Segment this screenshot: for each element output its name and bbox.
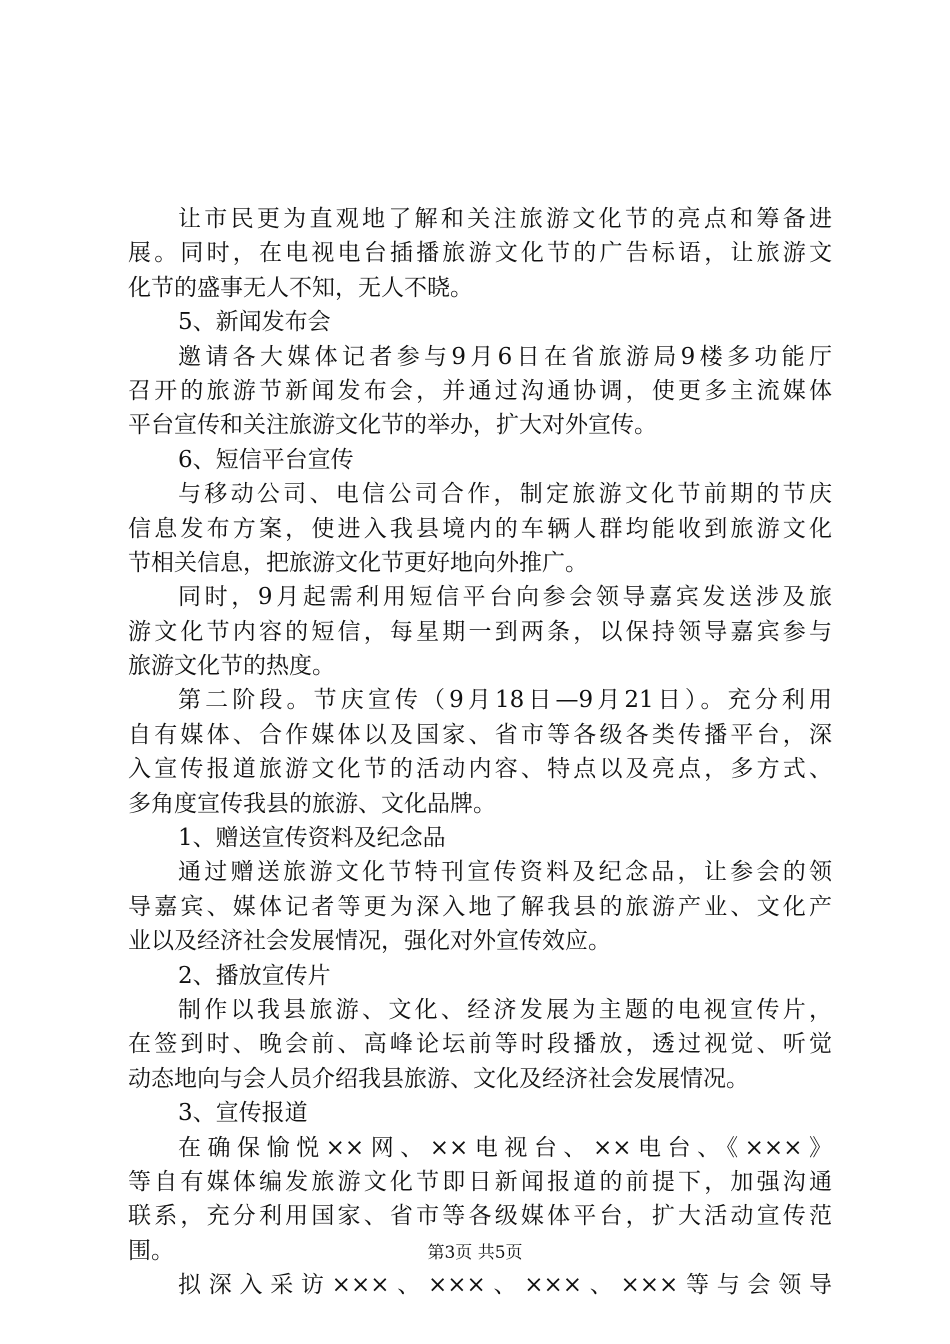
paragraph-line: 平台宣传和关注旅游文化节的举办，扩大对外宣传。 — [128, 412, 657, 439]
paragraph-line: 与移动公司、电信公司合作，制定旅游文化节前期的节庆 — [178, 481, 832, 508]
paragraph-line: 第二阶段。节庆宣传（9月18日—9月21日）。充分利用 — [178, 687, 832, 714]
paragraph-line: 通过赠送旅游文化节特刊宣传资料及纪念品，让参会的领 — [178, 859, 832, 886]
paragraph-line: 自有媒体、合作媒体以及国家、省市等各级各类传播平台，深 — [128, 721, 832, 748]
paragraph-line: 让市民更为直观地了解和关注旅游文化节的亮点和筹备进 — [178, 206, 832, 232]
paragraph-line: 信息发布方案，使进入我县境内的车辆人群均能收到旅游文化 — [128, 515, 832, 542]
section-heading: 3、宣传报道 — [178, 1100, 308, 1127]
section-heading: 1、赠送宣传资料及纪念品 — [178, 825, 446, 852]
paragraph-line: 业以及经济社会发展情况，强化对外宣传效应。 — [128, 928, 611, 955]
document-body — [128, 202, 832, 1303]
paragraph-line: 导嘉宾、媒体记者等更为深入地了解我县的旅游产业、文化产 — [128, 893, 832, 920]
paragraph-line: 联系，充分利用国家、省市等各级媒体平台，扩大活动宣传范 — [128, 1203, 832, 1230]
paragraph-line: 制作以我县旅游、文化、经济发展为主题的电视宣传片， — [178, 996, 832, 1023]
paragraph-line: 在确保愉悦××网、××电视台、××电台、《×××》 — [178, 1134, 832, 1161]
paragraph-line: 等自有媒体编发旅游文化节即日新闻报道的前提下，加强沟通 — [128, 1168, 832, 1195]
paragraph-line: 游文化节内容的短信，每星期一到两条，以保持领导嘉宾参与 — [128, 618, 832, 645]
page-footer: 第3页 共5页 — [427, 1243, 523, 1263]
paragraph-line: 节相关信息，把旅游文化节更好地向外推广。 — [128, 549, 588, 576]
paragraph-line: 旅游文化节的热度。 — [128, 653, 335, 680]
paragraph-line: 召开的旅游节新闻发布会，并通过沟通协调，使更多主流媒体 — [128, 377, 832, 404]
paragraph-line: 化节的盛事无人不知，无人不晓。 — [128, 274, 473, 301]
section-heading: 2、播放宣传片 — [178, 962, 331, 989]
paragraph-line: 同时，9月起需利用短信平台向参会领导嘉宾发送涉及旅 — [178, 584, 832, 611]
paragraph-line: 多角度宣传我县的旅游、文化品牌。 — [128, 790, 496, 817]
paragraph-line: 动态地向与会人员介绍我县旅游、文化及经济社会发展情况。 — [128, 1065, 749, 1092]
paragraph-line: 拟深入采访×××、×××、×××、×××等与会领导 — [178, 1272, 832, 1299]
paragraph-line: 展。同时，在电视电台插播旅游文化节的广告标语，让旅游文 — [128, 240, 832, 267]
paragraph-line: 围。 — [128, 1237, 174, 1264]
paragraph-line: 在签到时、晚会前、高峰论坛前等时段播放，透过视觉、听觉 — [128, 1031, 832, 1058]
section-heading: 6、短信平台宣传 — [178, 446, 354, 473]
paragraph-line: 入宣传报道旅游文化节的活动内容、特点以及亮点，多方式、 — [128, 756, 832, 783]
paragraph-line: 邀请各大媒体记者参与9月6日在省旅游局9楼多功能厅 — [178, 343, 832, 370]
section-heading: 5、新闻发布会 — [178, 309, 331, 336]
